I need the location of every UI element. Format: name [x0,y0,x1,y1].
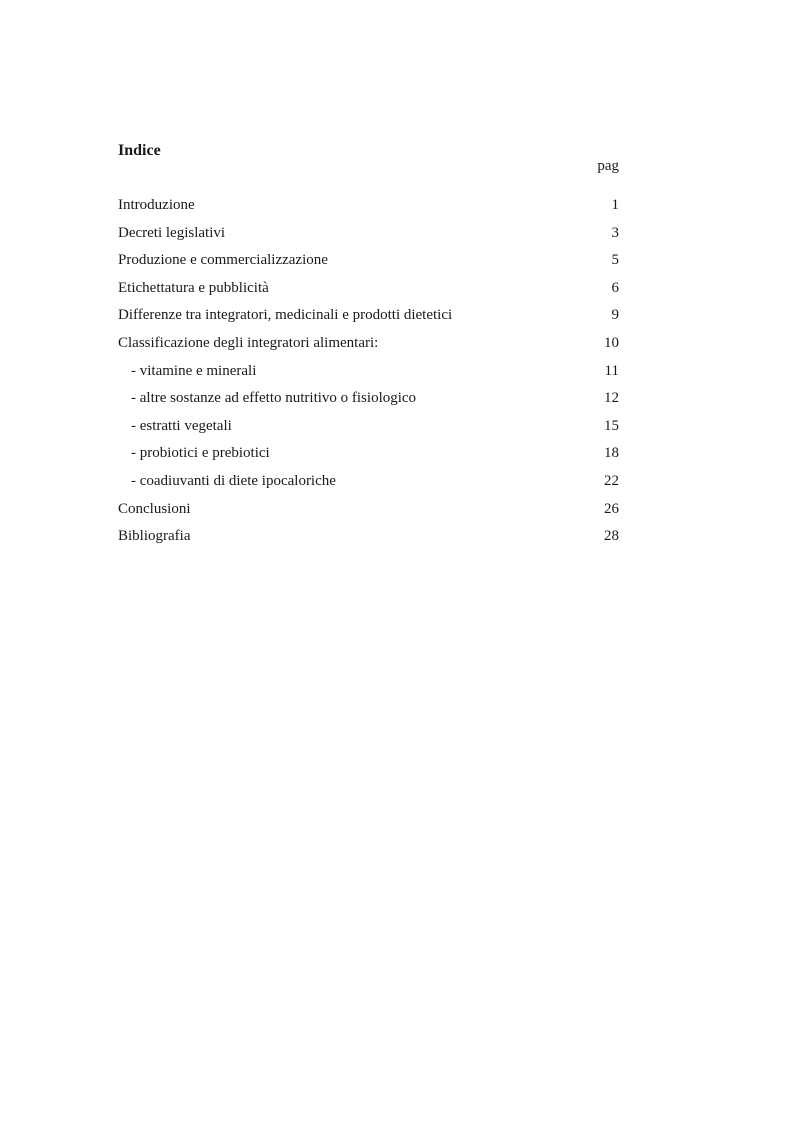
toc-entry-title: - altre sostanze ad effetto nutritivo o fisiologico [131,390,417,407]
toc-entry [118,416,619,444]
toc-entry-title: Produzione e commercializzazione [118,252,328,269]
toc-entry [118,526,619,554]
toc-entry [118,278,619,306]
toc-entry-title: Etichettatura e pubblicità [118,279,269,296]
toc-entry [118,305,619,333]
toc-entry-page-number: 18 [604,445,619,462]
toc-title: Indice [118,142,161,159]
toc-entry-page-number: 6 [611,279,619,296]
toc-entry [118,333,619,361]
toc-entry-title: - estratti vegetali [131,417,232,434]
toc-entry-page-number: 22 [604,472,619,489]
toc-entry-title: - vitamine e minerali [131,362,257,379]
page-column-label: pag [597,158,619,174]
toc-entry-page-number: 12 [604,390,619,407]
toc-entry [118,361,619,389]
toc-entry-page-number: 15 [604,417,619,434]
toc-entry-page-number: 28 [604,528,619,545]
toc-entry [118,499,619,527]
toc-entry-page-number: 3 [611,224,619,241]
toc-entry [118,471,619,499]
toc-entry [118,443,619,471]
toc-entry-title: Decreti legislativi [118,224,226,241]
table-of-contents [118,195,619,554]
toc-entry-page-number: 5 [611,252,619,269]
toc-entry-title: Introduzione [118,197,195,213]
toc-entry-title: - probiotici e prebiotici [131,445,270,462]
toc-entry-title: Bibliografia [118,528,191,545]
toc-entry-page-number: 1 [611,197,619,213]
toc-entry-title: Conclusioni [118,500,191,517]
toc-entry [118,195,619,223]
toc-entry-page-number: 10 [604,334,619,351]
toc-entry-title: Classificazione degli integratori alimentari: [118,334,379,351]
toc-entry-page-number: 11 [604,362,619,379]
toc-entry-title: Differenze tra integratori, medicinali e prodotti dietetici [118,307,453,324]
toc-entry [118,223,619,251]
toc-entry [118,388,619,416]
toc-entry-page-number: 9 [611,307,619,324]
toc-entry-title: - coadiuvanti di diete ipocaloriche [131,472,336,489]
toc-entry-page-number: 26 [604,500,619,517]
toc-entry [118,250,619,278]
